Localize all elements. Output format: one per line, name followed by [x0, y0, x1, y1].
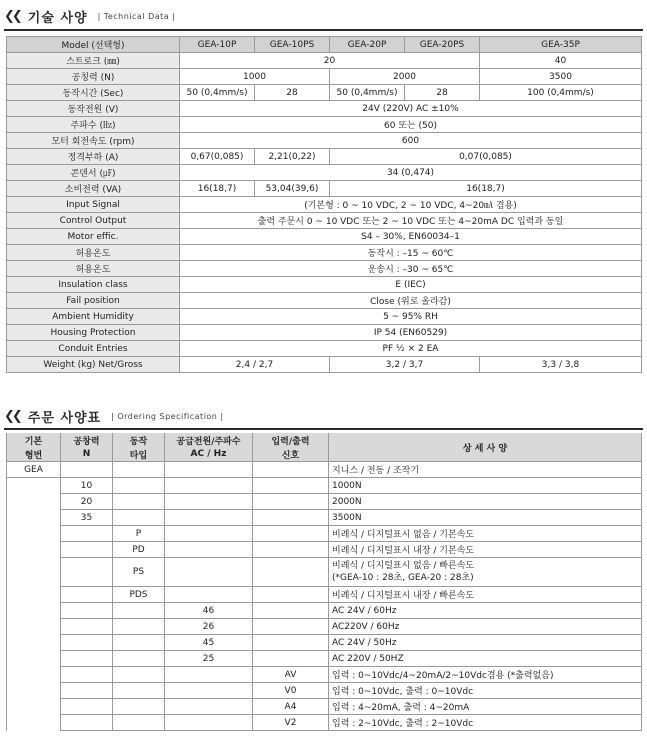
cell-action: PD [113, 542, 165, 558]
row-label: Ambient Humidity [7, 309, 180, 325]
cell: 운송시 : –30 ~ 65℃ [180, 261, 642, 277]
cell-description: 3500N [329, 510, 642, 526]
table-row [7, 603, 642, 619]
cell-action [113, 715, 165, 731]
cell-io: A4 [253, 699, 329, 715]
row-label: 모터 회전속도 (rpm) [7, 133, 180, 149]
cell-io: AV [253, 667, 329, 683]
cell-io [253, 526, 329, 542]
cell-description: AC 24V / 50Hz [329, 635, 642, 651]
header-io: 입력/출력 [253, 433, 329, 447]
table-row [7, 587, 642, 603]
table-row [7, 101, 642, 117]
cell-force [61, 587, 113, 603]
cell-action: PS [113, 558, 165, 587]
table-row [7, 197, 642, 213]
row-label: Conduit Entries [7, 341, 180, 357]
row-label: 동작시간 (Sec) [7, 85, 180, 101]
cell-action [113, 510, 165, 526]
cell-power [165, 526, 253, 542]
row-label: Input Signal [7, 197, 180, 213]
technical-data-heading [4, 6, 175, 26]
cell: 40 [480, 53, 642, 69]
row-label: 소비전력 (VA) [7, 181, 180, 197]
header-gea-20ps: GEA-20PS [405, 37, 480, 53]
cell-action [113, 603, 165, 619]
cell: Close (위로 올라감) [180, 293, 642, 309]
table-row [7, 526, 642, 542]
section-subtitle: | Technical Data | [97, 11, 176, 21]
cell-power: 25 [165, 651, 253, 667]
order-rows [7, 462, 642, 731]
cell-description: 입력 : 2~10Vdc, 출력 : 2~10Vdc [329, 715, 642, 731]
cell-description: 입력 : 0~10Vdc/4~20mA/2~10Vdc겸용 (*출력없음) [329, 667, 642, 683]
cell-description: AC 24V / 60Hz [329, 603, 642, 619]
row-label: 허용온도 [7, 261, 180, 277]
header-io-sub: 신호 [253, 447, 329, 462]
cell-power [165, 462, 253, 478]
cell-io [253, 619, 329, 635]
table-row [7, 229, 642, 245]
cell-action [113, 651, 165, 667]
cell-force [61, 635, 113, 651]
cell-basic [7, 683, 61, 699]
cell-action: PDS [113, 587, 165, 603]
table-row [7, 165, 642, 181]
cell: 50 (0,4mm/s) [330, 85, 405, 101]
table-row [7, 85, 642, 101]
cell-description: 2000N [329, 494, 642, 510]
cell-io [253, 478, 329, 494]
cell-force [61, 619, 113, 635]
table-row [7, 462, 642, 478]
cell-io [253, 510, 329, 526]
cell-basic [7, 587, 61, 603]
cell-basic: GEA [7, 462, 61, 478]
cell-basic [7, 542, 61, 558]
table-row [7, 37, 642, 53]
cell: E (IEC) [180, 277, 642, 293]
row-label: 정격부하 (A) [7, 149, 180, 165]
cell-power [165, 715, 253, 731]
ordering-spec-heading [4, 406, 224, 426]
cell: 3,2 / 3,7 [330, 357, 480, 373]
header-action-sub: 타입 [113, 447, 165, 462]
row-label: Weight (kg) Net/Gross [7, 357, 180, 373]
cell-power: 45 [165, 635, 253, 651]
cell-power [165, 494, 253, 510]
cell: 2000 [330, 69, 480, 85]
row-label: 콘덴서 (㎌) [7, 165, 180, 181]
table-row [7, 558, 642, 587]
cell-force [61, 462, 113, 478]
cell-force [61, 667, 113, 683]
row-label: Fail position [7, 293, 180, 309]
cell-power [165, 478, 253, 494]
cell-basic [7, 510, 61, 526]
cell-io [253, 587, 329, 603]
cell-io [253, 558, 329, 587]
cell: 24V (220V) AC ±10% [180, 101, 642, 117]
cell-power: 26 [165, 619, 253, 635]
table-row [7, 181, 642, 197]
cell-action: P [113, 526, 165, 542]
cell: 53,04(39,6) [255, 181, 330, 197]
table-row [7, 277, 642, 293]
cell-power [165, 699, 253, 715]
cell-description: 입력 : 0~10Vdc, 출력 : 0~10Vdc [329, 683, 642, 699]
cell-action [113, 619, 165, 635]
table-row [7, 715, 642, 731]
cell-description: 입력 : 4~20mA, 출력 : 4~20mA [329, 699, 642, 715]
cell: 3,3 / 3,8 [480, 357, 642, 373]
cell-description: AC220V / 60Hz [329, 619, 642, 635]
cell: PF ½ × 2 EA [180, 341, 642, 357]
header-power-sub: AC / Hz [165, 447, 253, 462]
cell: 28 [405, 85, 480, 101]
header-gea-10ps: GEA-10PS [255, 37, 330, 53]
cell: 16(18,7) [330, 181, 642, 197]
row-label: 공칭력 (N) [7, 69, 180, 85]
header-basic-sub: 형번 [7, 447, 61, 462]
table-row [7, 478, 642, 494]
header-gea-10p: GEA-10P [180, 37, 255, 53]
cell-io [253, 494, 329, 510]
header-gea-35p: GEA-35P [480, 37, 642, 53]
cell-basic [7, 558, 61, 587]
header-power: 공급전원/주파수 [165, 433, 253, 447]
row-label: Insulation class [7, 277, 180, 293]
cell: IP 54 (EN60529) [180, 325, 642, 341]
cell-action [113, 683, 165, 699]
cell-power [165, 683, 253, 699]
cell: 50 (0,4mm/s) [180, 85, 255, 101]
header-action: 동작 [113, 433, 165, 447]
table-row [7, 149, 642, 165]
header-gea-20p: GEA-20P [330, 37, 405, 53]
cell: 60 또는 (50) [180, 117, 642, 133]
cell-action [113, 462, 165, 478]
table-row [7, 325, 642, 341]
cell-force [61, 558, 113, 587]
cell-action [113, 478, 165, 494]
cell-action [113, 699, 165, 715]
table-row [7, 542, 642, 558]
cell-power [165, 542, 253, 558]
ordering-spec-table [6, 433, 642, 731]
cell-action [113, 494, 165, 510]
cell-basic [7, 619, 61, 635]
table-row [7, 133, 642, 149]
cell: 3500 [480, 69, 642, 85]
table-row [7, 494, 642, 510]
cell-description: AC 220V / 50HZ [329, 651, 642, 667]
cell-force: 20 [61, 494, 113, 510]
table-row [7, 245, 642, 261]
cell: 1000 [180, 69, 330, 85]
cell-description: 비례식 / 디지털표시 내장 / 기본속도 [329, 542, 642, 558]
cell-basic [7, 494, 61, 510]
section-divider [4, 428, 643, 430]
cell-io [253, 462, 329, 478]
row-label: Housing Protection [7, 325, 180, 341]
cell-action [113, 667, 165, 683]
cell: 28 [255, 85, 330, 101]
row-label: 동작전원 (V) [7, 101, 180, 117]
cell: 2,4 / 2,7 [180, 357, 330, 373]
cell-basic [7, 699, 61, 715]
table-row [7, 213, 642, 229]
table-row [7, 357, 642, 373]
cell: 5 ~ 95% RH [180, 309, 642, 325]
table-row [7, 117, 642, 133]
cell: 34 (0,474) [180, 165, 642, 181]
cell-force [61, 603, 113, 619]
table-row [7, 261, 642, 277]
cell: 0,07(0,085) [330, 149, 642, 165]
table-row [7, 53, 642, 69]
cell: 2,21(0,22) [255, 149, 330, 165]
cell-force [61, 526, 113, 542]
cell-force [61, 683, 113, 699]
header-basic: 기본 [7, 433, 61, 447]
cell-description: 지니스 / 전동 / 조작기 [329, 462, 642, 478]
table-row [7, 510, 642, 526]
cell-io: V2 [253, 715, 329, 731]
cell-force [61, 651, 113, 667]
section-title: 기술 사양 [27, 10, 88, 26]
cell-force [61, 542, 113, 558]
cell-description [329, 558, 642, 587]
cell-io [253, 635, 329, 651]
cell-description: 비례식 / 디지털표시 내장 / 빠른속도 [329, 587, 642, 603]
row-label: 주파수 (㎐) [7, 117, 180, 133]
cell-basic [7, 526, 61, 542]
cell: 0,67(0,085) [180, 149, 255, 165]
cell-io [253, 542, 329, 558]
table-row [7, 69, 642, 85]
cell-basic [7, 667, 61, 683]
cell-power [165, 667, 253, 683]
cell-power: 46 [165, 603, 253, 619]
table-row [7, 683, 642, 699]
double-chevron-icon: ❮❮ [4, 8, 20, 24]
cell-io [253, 651, 329, 667]
cell: 600 [180, 133, 642, 149]
cell: 16(18,7) [180, 181, 255, 197]
section-subtitle: | Ordering Specification | [111, 411, 224, 421]
row-label: 스트로크 (㎜) [7, 53, 180, 69]
cell-power [165, 558, 253, 587]
cell: 100 (0,4mm/s) [480, 85, 642, 101]
cell-action [113, 635, 165, 651]
cell-power [165, 510, 253, 526]
cell-force [61, 699, 113, 715]
cell-power [165, 587, 253, 603]
section-divider [4, 29, 643, 31]
cell-basic [7, 478, 61, 494]
cell: (기본형 : 0 ~ 10 VDC, 2 ~ 10 VDC, 4~20㎃ 겸용) [180, 197, 642, 213]
cell-force [61, 715, 113, 731]
cell-basic [7, 603, 61, 619]
cell-basic [7, 715, 61, 731]
cell-basic [7, 651, 61, 667]
row-label: 허용온도 [7, 245, 180, 261]
cell-io: V0 [253, 683, 329, 699]
header-force: 공창력 [61, 433, 113, 447]
row-label: Motor effic. [7, 229, 180, 245]
cell: 출력 주문시 0 ~ 10 VDC 또는 2 ~ 10 VDC 또는 4~20mA DC 입력과 동일 [180, 213, 642, 229]
table-row [7, 667, 642, 683]
table-row [7, 635, 642, 651]
cell-description: 비례식 / 디지털표시 없음 / 기본속도 [329, 526, 642, 542]
row-label: Control Output [7, 213, 180, 229]
header-spec: 상 세 사 양 [329, 433, 642, 462]
cell: S4 – 30%, EN60034–1 [180, 229, 642, 245]
cell-description: 1000N [329, 478, 642, 494]
header-model: Model (선택형) [7, 37, 180, 53]
table-row [7, 619, 642, 635]
cell-force: 10 [61, 478, 113, 494]
description-line: 비례식 / 디지털표시 없음 / 빠른속도 [332, 561, 475, 571]
section-title: 주문 사양표 [27, 410, 102, 426]
header-force-sub: N [61, 447, 113, 462]
table-row [7, 341, 642, 357]
cell: 20 [180, 53, 480, 69]
table-header-row [7, 433, 642, 447]
technical-data-table [6, 36, 642, 373]
table-row [7, 293, 642, 309]
cell-basic [7, 635, 61, 651]
cell-force: 35 [61, 510, 113, 526]
cell-io [253, 603, 329, 619]
description-note: (*GEA-10 : 28초, GEA-20 : 28초) [332, 573, 474, 583]
table-row [7, 699, 642, 715]
double-chevron-icon: ❮❮ [4, 408, 20, 424]
table-row [7, 651, 642, 667]
cell: 동작시 : –15 ~ 60℃ [180, 245, 642, 261]
table-row [7, 309, 642, 325]
